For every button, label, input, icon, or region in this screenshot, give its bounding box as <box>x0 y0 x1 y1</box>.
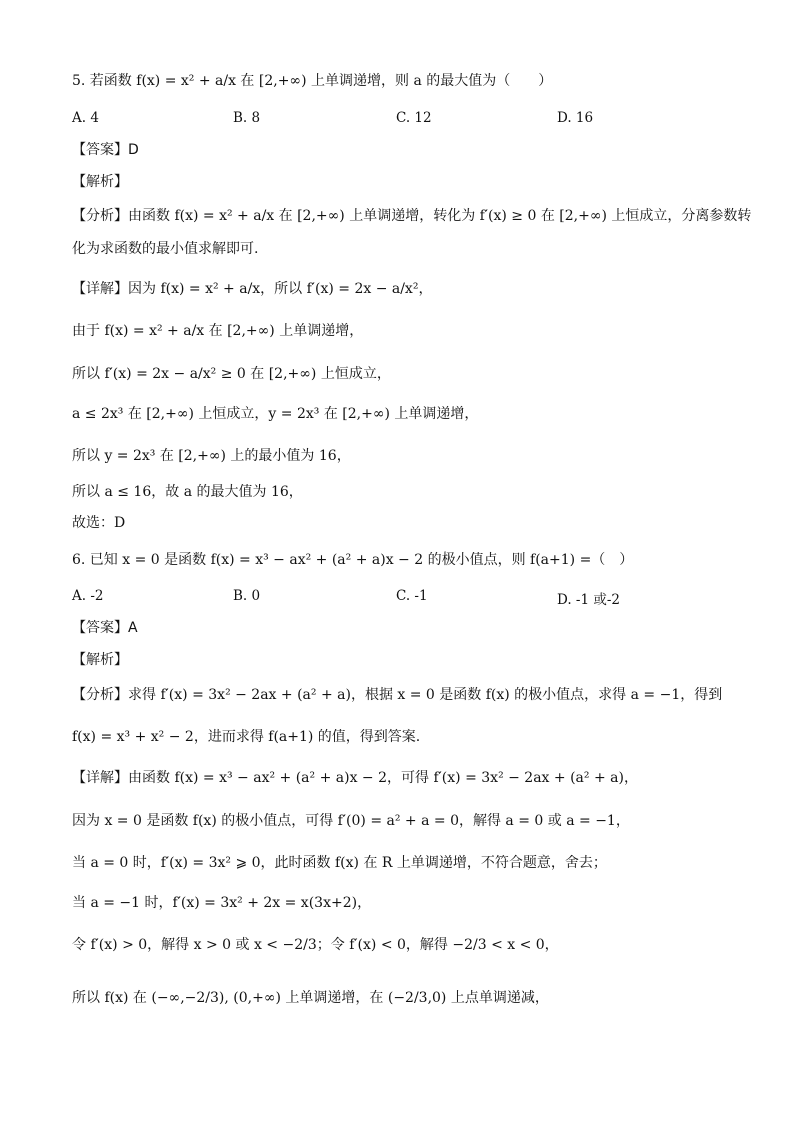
q5-option-d: D. 16 <box>557 110 594 126</box>
q5-option-a: A. 4 <box>72 110 99 126</box>
q6-option-b: B. 0 <box>233 588 261 604</box>
q6-stem: 6. 已知 x = 0 是函数 f(x) = x³ − ax² + (a² + a)x − 2 的极小值点，则 f(a+1) =（ ） <box>72 552 634 568</box>
q5-xiangjie-line-1: 【详解】因为 f(x) = x² + a/x，所以 f′(x) = 2x − a/x²， <box>72 281 433 297</box>
q6-xiangjie-line-6: 所以 f(x) 在 (−∞,−2/3), (0,+∞) 上单调递增，在 (−2/3,0) 上点单调递减， <box>72 990 549 1006</box>
q6-xiangjie-line-2: 因为 x = 0 是函数 f(x) 的极小值点，可得 f′(0) = a² + a = 0，解得 a = 0 或 a = −1， <box>72 813 630 829</box>
q6-option-c: C. -1 <box>396 588 428 604</box>
q5-xiangjie-line-4: a ≤ 2x³ 在 [2,+∞) 上恒成立，y = 2x³ 在 [2,+∞) 上单调递增， <box>72 406 479 422</box>
q5-stem: 5. 若函数 f(x) = x² + a/x 在 [2,+∞) 上单调递增，则 a 的最大值为（ ） <box>72 73 553 89</box>
q5-xiangjie-line-3: 所以 f′(x) = 2x − a/x² ≥ 0 在 [2,+∞) 上恒成立， <box>72 366 391 382</box>
q6-answer: 【答案】A <box>72 620 138 636</box>
q5-xiangjie-line-6: 所以 a ≤ 16，故 a 的最大值为 16， <box>72 484 303 500</box>
q6-analysis-heading: 【解析】 <box>72 652 128 668</box>
q6-fenxi-line-1: 【分析】求得 f′(x) = 3x² − 2ax + (a² + a)，根据 x = 0 是函数 f(x) 的极小值点，求得 a = −1，得到 <box>72 687 723 703</box>
q6-xiangjie-line-1: 【详解】由函数 f(x) = x³ − ax² + (a² + a)x − 2，可得 f′(x) = 3x² − 2ax + (a² + a)， <box>72 770 638 786</box>
q5-option-b: B. 8 <box>233 110 261 126</box>
q6-xiangjie-line-5: 令 f′(x) > 0，解得 x > 0 或 x < −2/3；令 f′(x) < 0，解得 −2/3 < x < 0， <box>72 937 559 953</box>
q5-analysis-heading: 【解析】 <box>72 174 128 190</box>
q6-fenxi-line-2: f(x) = x³ + x² − 2，进而求得 f(a+1) 的值，得到答案. <box>72 729 421 745</box>
q5-option-c: C. 12 <box>396 110 432 126</box>
q6-xiangjie-line-3: 当 a = 0 时，f′(x) = 3x² ⩾ 0，此时函数 f(x) 在 R 上单调递增，不符合题意，舍去； <box>72 855 607 871</box>
q5-conclusion: 故选：D <box>72 515 126 531</box>
q5-fenxi-line-1: 【分析】由函数 f(x) = x² + a/x 在 [2,+∞) 上单调递增，转化为 f′(x) ≥ 0 在 [2,+∞) 上恒成立，分离参数转 <box>72 208 752 224</box>
q6-xiangjie-line-4: 当 a = −1 时，f′(x) = 3x² + 2x = x(3x+2)， <box>72 895 372 911</box>
q5-xiangjie-line-5: 所以 y = 2x³ 在 [2,+∞) 上的最小值为 16， <box>72 448 351 464</box>
q6-option-a: A. -2 <box>72 588 104 604</box>
q6-option-d: D. -1 或-2 <box>557 592 621 608</box>
q5-fenxi-line-2: 化为求函数的最小值求解即可. <box>72 241 259 257</box>
q5-answer: 【答案】D <box>72 142 139 158</box>
q5-xiangjie-line-2: 由于 f(x) = x² + a/x 在 [2,+∞) 上单调递增， <box>72 323 364 339</box>
